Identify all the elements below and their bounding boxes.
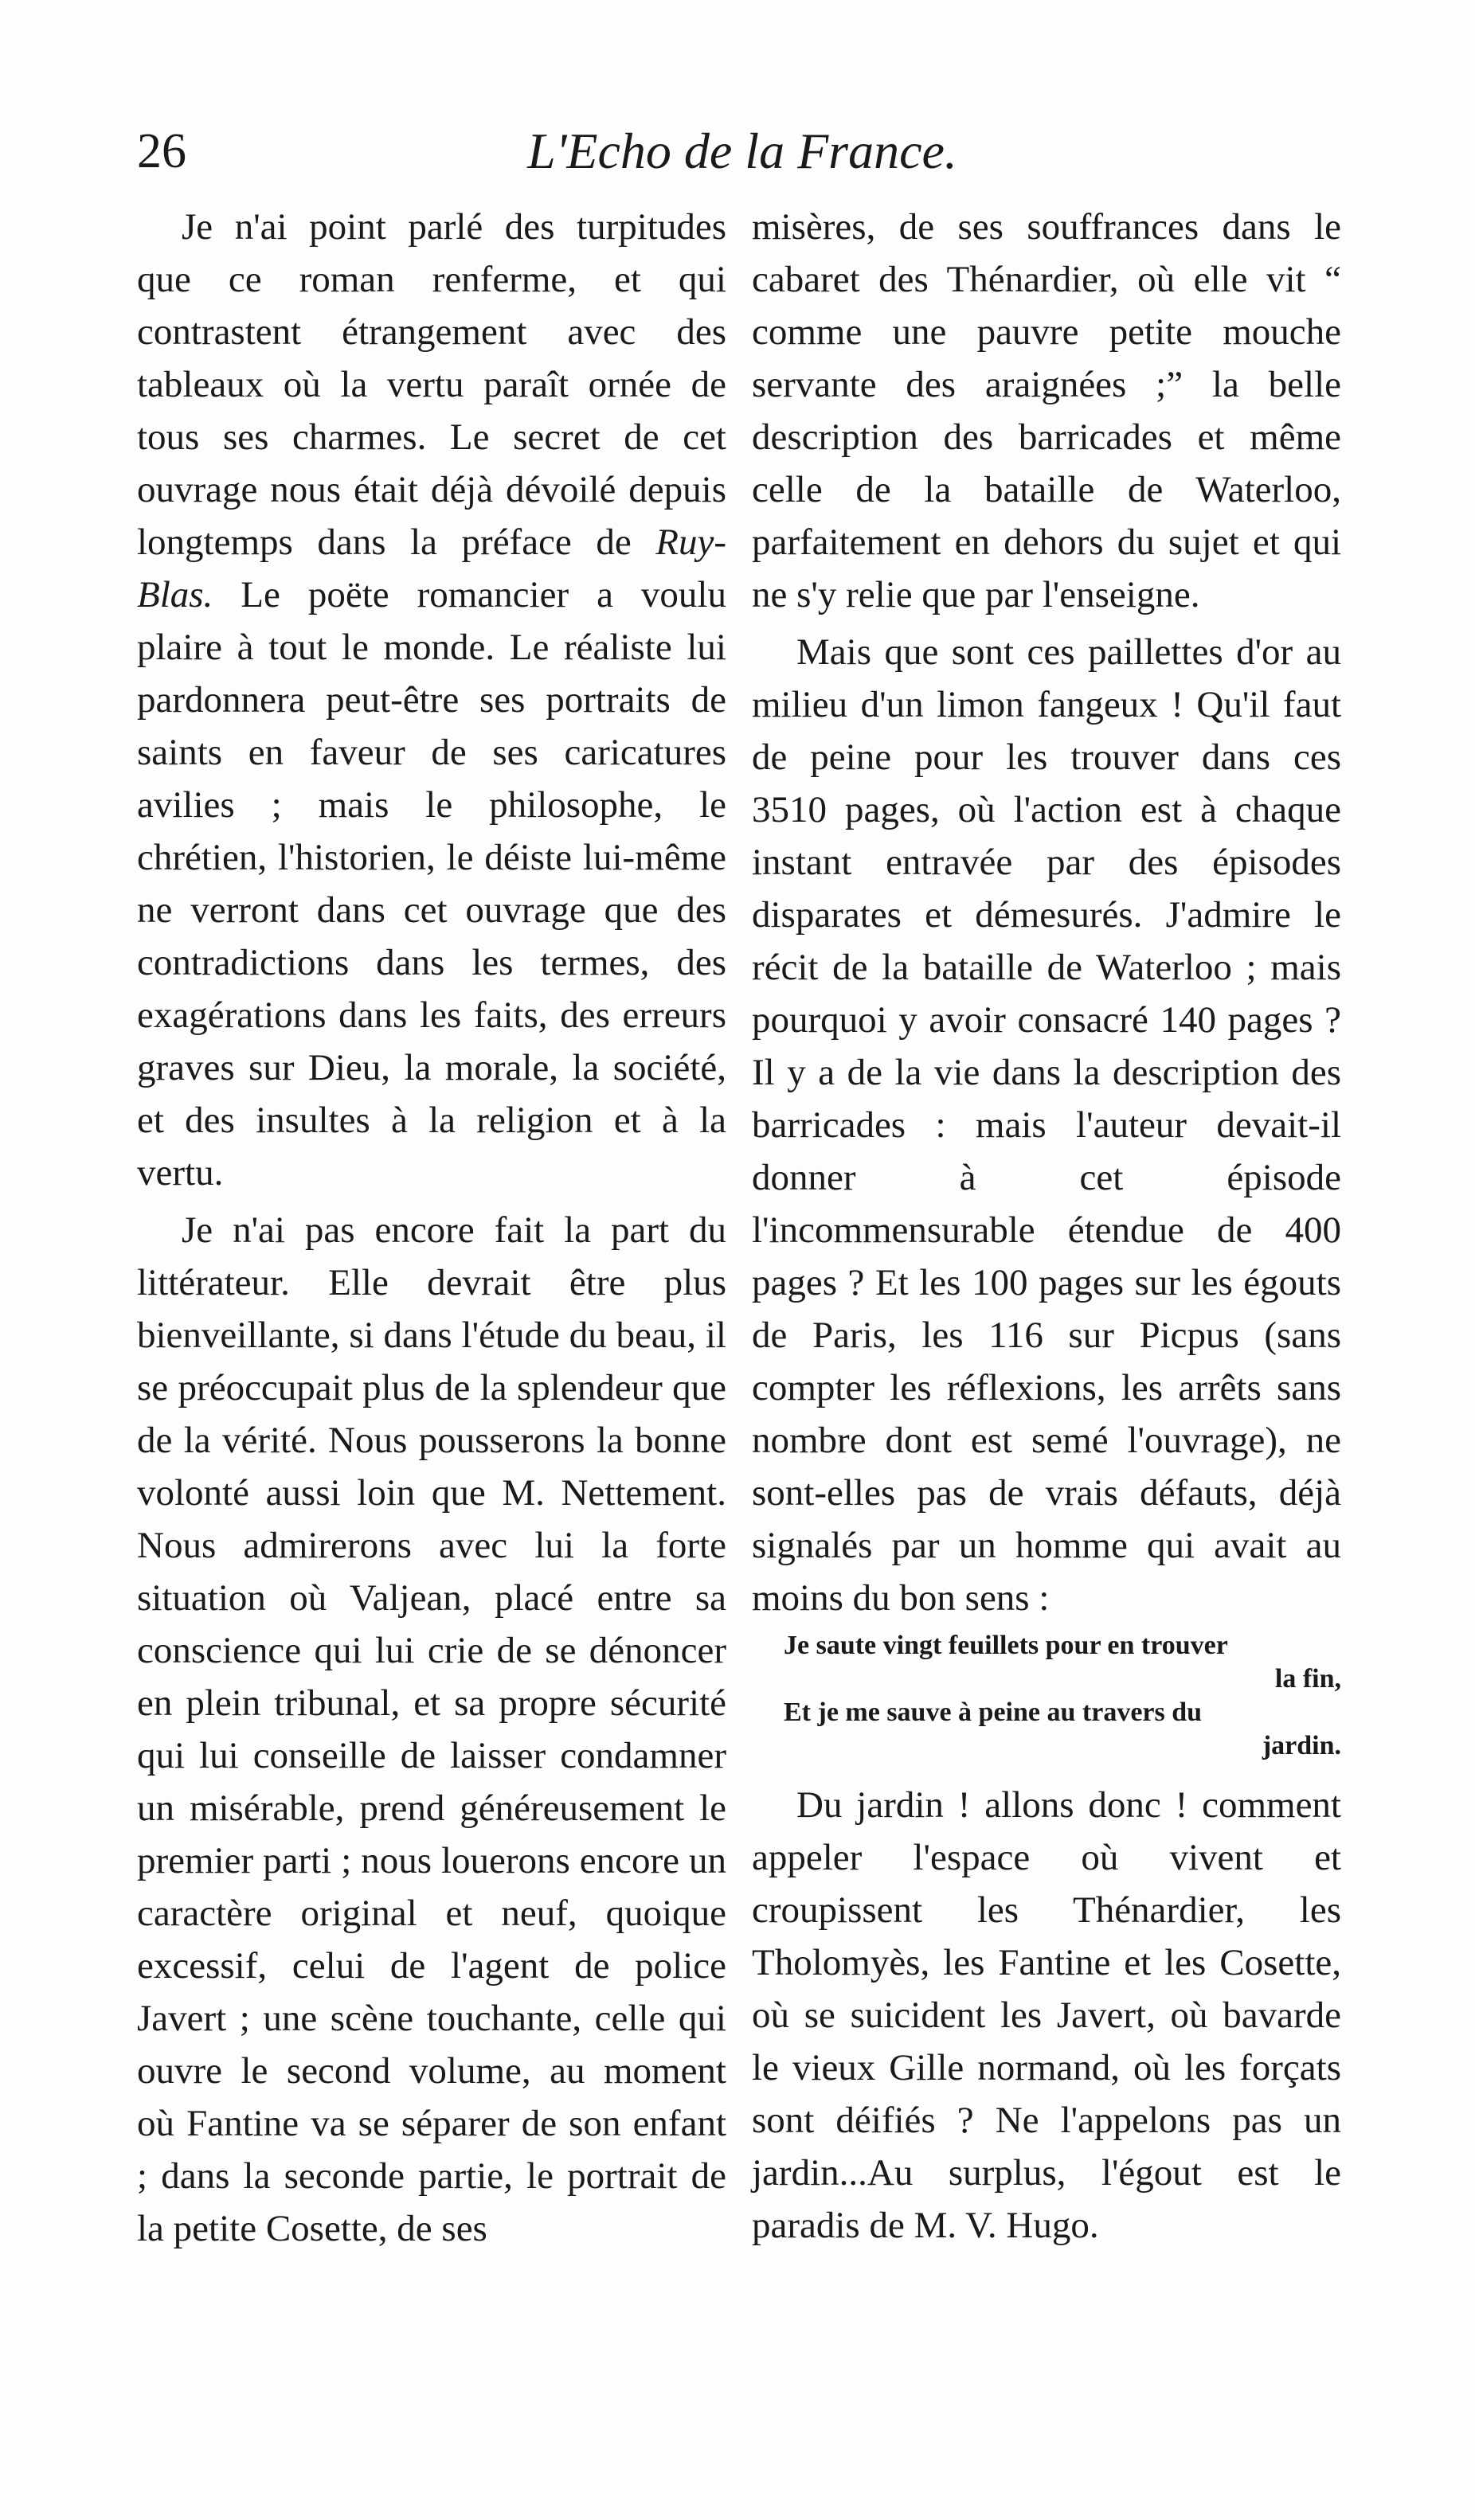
right-column [752,201,1341,2256]
paragraph [137,201,726,1199]
verse-line: Et je me sauve à peine au travers du [784,1698,1203,1727]
paragraph: Du jardin ! allons donc ! comment appeler l'espace où vivent et croupissent les Thénardier, les Tholomyès, les Fantine et les Cosette, où se suicident les Javert, où bavarde le vieux Gille normand, où les forçats sont déifiés ? Ne l'appelons pas un jardin...Au surplus, l'égout est le paradis de M. V. Hugo. [752,1784,1341,2246]
paragraph-text: Je n'ai point parlé des turpitudes que ce roman renferme, et qui contrastent étrangement avec des tableaux où la vertu paraît ornée de tous ses charmes. Le secret de cet ouvrage nous était déjà dévoilé depuis longtemps dans la préface de [137,206,726,563]
paragraph: Mais que sont ces paillettes d'or au milieu d'un limon fangeux ! Qu'il faut de peine pour les trouver dans ces 3510 pages, où l'action est à chaque instant entravée par des épisodes disparates et démesurés. J'admire le récit de la bataille de Waterloo ; mais pourquoi y avoir consacré 140 pages ? Il y a de la vie dans la description des barricades : mais l'auteur devait-il donner à cet épisode l'incommensurable étendue de 400 pages ? Et les 100 pages sur les égouts de Paris, les 116 sur Picpus (sans compter les réflexions, les arrêts sans nombre dont est semé l'ouvrage), ne sont-elles pas de vrais défauts, déjà signalés par un homme qui avait au moins du bon sens : [752,631,1341,1619]
verse-line: Je saute vingt feuillets pour en trouver [784,1631,1228,1660]
work-title: Ruy-Blas. [137,522,726,615]
paragraph-continued: misères, de ses souffrances dans le cabaret des Thénardier, où elle vit “ comme une pauvre petite mouche servante des araignées ;” la belle description des barricades et même celle de la bataille de Waterloo, parfaitement en dehors du sujet et qui ne s'y relie que par l'enseigne. [752,206,1341,615]
verse-line-wrap: jardin. [1262,1731,1341,1760]
running-title: L'Echo de la France. [527,123,957,179]
verse-line-wrap: la fin, [1274,1664,1341,1694]
left-column [137,201,726,2260]
paragraph-text: Le poëte romancier a voulu plaire à tout le monde. Le réaliste lui pardonnera peut-être ses portraits de saints en faveur de ses caricatures avilies ; mais le philosophe, le chrétien, l'historien, le déiste lui-même ne verront dans cet ouvrage que des contradictions dans les termes, des exagérations dans les faits, des erreurs graves sur Dieu, la morale, la société, et des insultes à la religion et à la vertu. [137,574,726,1194]
paragraph: Je n'ai pas encore fait la part du littérateur. Elle devrait être plus bienveillante, si dans l'étude du beau, il se préoccupait plus de la splendeur que de la vérité. Nous pousserons la bonne volonté aussi loin que M. Nettement. Nous admirerons avec lui la forte situation où Valjean, placé entre sa conscience qui lui crie de se dénoncer en plein tribunal, et sa propre sécurité qui lui conseille de laisser condamner un misérable, prend généreusement le premier parti ; nous louerons encore un caractère original et neuf, quoique excessif, celui de l'agent de police Javert ; une scène touchante, celle qui ouvre le second volume, au moment où Fantine va se séparer de son enfant ; dans la seconde partie, le portrait de la petite Cosette, de ses [137,1209,726,2249]
verse-quotation [752,1629,1341,1763]
page-header [137,111,1348,191]
page-number: 26 [137,124,186,178]
